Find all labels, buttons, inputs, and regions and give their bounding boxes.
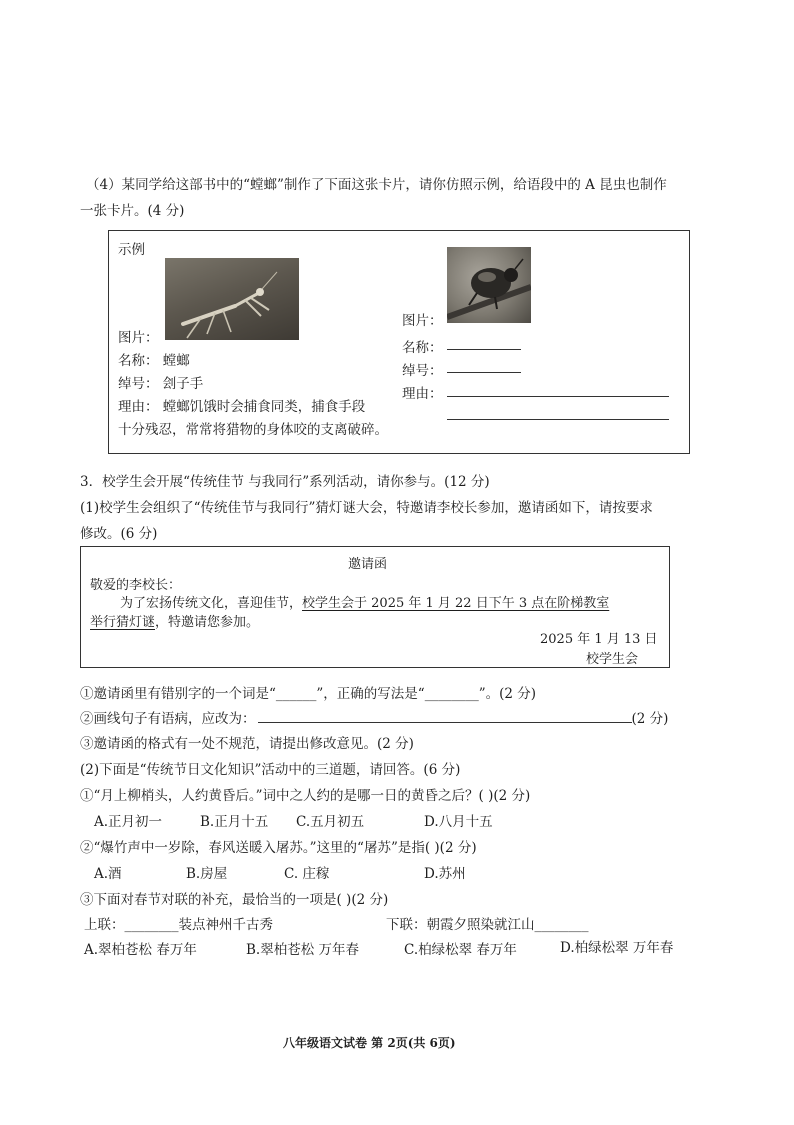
example-reason-line-1: 理由： 螳螂饥饿时会捕食同类，捕食手段: [118, 399, 366, 415]
sub-question-2-score: (2 分): [631, 711, 669, 727]
mc-question-1: ①“月上柳梢头，人约黄昏后。”词中之人约的是哪一日的黄昏之后？( )(2 分): [80, 788, 531, 804]
invitation-underlined-sentence-2: 举行猜灯谜: [90, 615, 156, 630]
mc1-option-b: B.正月十五: [200, 814, 269, 830]
q3-title: 3．校学生会开展“传统佳节 与我同行”系列活动，请你参与。(12 分): [80, 474, 490, 490]
blank-reason-label: 理由：: [402, 386, 443, 402]
example-reason-line-2: 十分残忍，常常将猎物的身体咬的支离破碎。: [118, 422, 388, 438]
blank-nickname-label: 绰号：: [402, 363, 443, 379]
couplet-upper: 上联：________装点神州千古秀: [84, 917, 273, 933]
invitation-underlined-sentence-1: 校学生会于 2025 年 1 月 22 日下午 3 点在阶梯教室: [302, 596, 610, 611]
sub-question-2: [80, 707, 668, 727]
couplet-lower: 下联：朝霞夕照染就江山________: [386, 917, 589, 933]
mc2-option-b: B.房屋: [186, 866, 228, 882]
mc-question-3: ③下面对春节对联的补充，最恰当的一项是( )(2 分): [80, 892, 389, 908]
invitation-salutation: 敬爱的李校长：: [90, 578, 182, 593]
blank-nickname-line: [447, 372, 521, 373]
q4-line-2: 一张卡片。(4 分): [80, 203, 185, 219]
mantis-photo: [165, 258, 299, 340]
sub-question-2-prefix: ②画线句子有语病，应改为：: [80, 711, 256, 727]
q3-sub1-line-1: (1)校学生会组织了“传统佳节与我同行”猜灯谜大会，特邀请李校长参加，邀请函如下，请按要求: [80, 500, 653, 516]
mc1-option-a: A.正月初一: [94, 814, 163, 830]
beetle-illustration: [447, 247, 531, 323]
mc2-option-c: C. 庄稼: [284, 866, 330, 882]
page-footer: 八年级语文试卷 第 2页(共 6页): [283, 1036, 456, 1050]
q4-line-1: （4）某同学给这部书中的“螳螂”制作了下面这张卡片，请你仿照示例，给语段中的 A 昆虫也制作: [86, 177, 667, 193]
invitation-title: 邀请函: [348, 557, 388, 572]
invitation-body-end: ，特邀请您参加。: [155, 615, 260, 630]
example-image-label: 图片：: [118, 330, 159, 346]
blank-name-line: [447, 349, 521, 350]
beetle-photo: [447, 247, 531, 323]
blank-reason-line-2: [447, 419, 669, 420]
mc3-option-b: B.翠柏苍松 万年春: [246, 942, 360, 958]
sub-question-3: ③邀请函的格式有一处不规范，请提出修改意见。(2 分): [80, 736, 414, 752]
mc3-option-d: D.柏绿松翠 万年春: [560, 940, 674, 956]
invitation-signature: 校学生会: [586, 652, 639, 667]
example-name: 名称： 螳螂: [118, 353, 190, 369]
invitation-body-line-2: [90, 611, 259, 630]
mc2-option-a: A.酒: [94, 866, 122, 882]
part-2-heading: (2)下面是“传统节日文化知识”活动中的三道题，请回答。(6 分): [80, 762, 461, 778]
sub-question-1: ①邀请函里有错别字的一个词是“______”，正确的写法是“________”。(2 分): [80, 686, 537, 702]
invitation-date: 2025 年 1 月 13 日: [540, 632, 658, 647]
mc3-option-c: C.柏绿松翠 春万年: [404, 942, 517, 958]
blank-name-label: 名称：: [402, 340, 443, 356]
example-nickname: 绰号： 刽子手: [118, 376, 204, 392]
mc-question-2: ②“爆竹声中一岁除，春风送暖入屠苏。”这里的“屠苏”是指( )(2 分): [80, 840, 477, 856]
mc1-option-c: C.五月初五: [296, 814, 365, 830]
invitation-body-start: 为了宏扬传统文化，喜迎佳节，: [120, 596, 303, 611]
q3-sub1-line-2: 修改。(6 分): [80, 526, 158, 542]
sub-question-2-answer-line: [258, 710, 632, 723]
mantis-illustration: [165, 258, 299, 340]
mc1-option-d: D.八月十五: [424, 814, 493, 830]
mc3-option-a: A.翠柏苍松 春万年: [84, 942, 197, 958]
mc2-option-d: D.苏州: [424, 866, 466, 882]
blank-image-label: 图片：: [402, 313, 443, 329]
blank-reason-line-1: [447, 396, 669, 397]
example-heading: 示例: [118, 242, 145, 258]
invitation-body-line-1: [120, 592, 609, 611]
